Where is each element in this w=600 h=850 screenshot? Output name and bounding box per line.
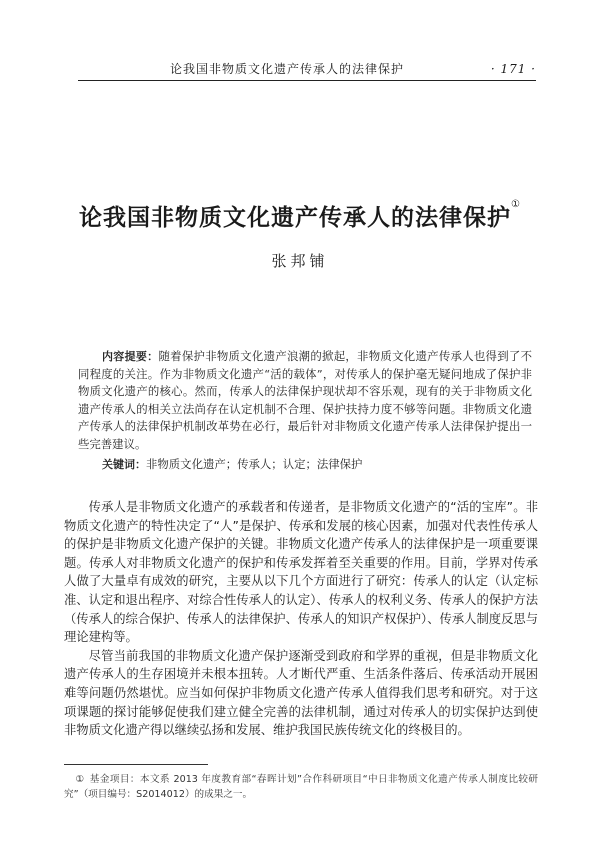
keywords: [78, 456, 532, 474]
keywords-label: 关键词：: [102, 457, 146, 471]
footnote-divider: [64, 764, 208, 765]
page-number: · 171 ·: [490, 62, 536, 76]
footnote-marker: ①: [75, 774, 85, 785]
abstract-paragraph: [78, 348, 532, 454]
running-head: [78, 58, 536, 81]
article-title: 论我国非物质文化遗产传承人的法律保护: [79, 204, 512, 231]
abstract-label: 内容提要：: [102, 350, 159, 363]
running-head-title: 论我国非物质文化遗产传承人的法律保护: [170, 62, 405, 76]
footnote-ref[interactable]: ①: [511, 199, 521, 210]
footnote-text: 基金项目：本文系 2013 年度教育部“春晖计划”合作科研项目“中日非物质文化遗产传承人制度比较研究”（项目编号：S2014012）的成果之一。: [64, 774, 538, 800]
body-paragraph: 尽管当前我国的非物质文化遗产保护逐渐受到政府和学界的重视，但是非物质文化遗产传承人的生存困境并未根本扭转。人才断代严重、生活条件落后、传承活动开展困难等问题仍然堪忧。应当如何保护非物质文化遗产传承人值得我们思考和研究。对于这项课题的探讨能够促使我们建立健全完善的法律机制，通过对传承人的切实保护达到使非物质文化遗产得以继续弘扬和发展、维护我国民族传统文化的终极目的。: [64, 648, 538, 738]
article-title-block: [0, 199, 600, 232]
abstract: [78, 348, 532, 473]
body-paragraph: 传承人是非物质文化遗产的承载者和传递者，是非物质文化遗产的“活的宝库”。非物质文化遗产的特性决定了“人”是保护、传承和发展的核心因素，加强对代表性传承人的保护是非物质文化遗产保护的关键。非物质文化遗产传承人的法律保护是一项重要课题。传承人对非物质文化遗产的保护和传承发挥着至关重要的作用。目前，学界对传承人做了大量卓有成效的研究，主要从以下几个方面进行了研究：传承人的认定（认定标准、认定和退出程序、对综合性传承人的认定）、传承人的权利义务、传承人的保护方法（传承人的综合保护、传承人的法律保护、传承人的知识产权保护）、传承人制度反思与理论建构等。: [64, 500, 538, 645]
abstract-text: 随着保护非物质文化遗产浪潮的掀起，非物质文化遗产传承人也得到了不同程度的关注。作为非物质文化遗产“活的载体”，对传承人的保护毫无疑问地成了保护非物质文化遗产的核心。然而，传承人的法律保护现状却不容乐观，现有的关于非物质文化遗产传承人的相关立法尚存在认定机制不合理、保护扶持力度不够等问题。非物质文化遗产传承人的法律保护机制改革势在必行，最后针对非物质文化遗产传承人法律保护提出一些完善建议。: [78, 349, 532, 451]
footnote: [64, 772, 538, 802]
keywords-text: 非物质文化遗产；传承人；认定；法律保护: [146, 456, 363, 471]
author-name: 张邦铺: [271, 252, 329, 270]
footnote-paragraph: [64, 772, 538, 802]
body-text: [64, 498, 538, 740]
